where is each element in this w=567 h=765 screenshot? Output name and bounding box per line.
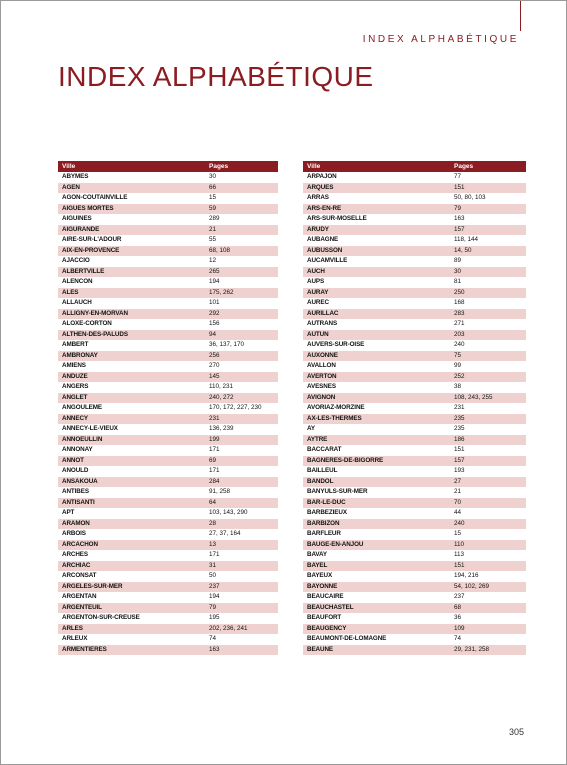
city-cell: BAYEUX bbox=[307, 572, 333, 579]
pages-cell: 170, 172, 227, 230 bbox=[209, 404, 262, 411]
table-row bbox=[303, 382, 526, 393]
pages-cell: 15 bbox=[454, 530, 462, 537]
table-row bbox=[303, 193, 526, 204]
table-row bbox=[58, 498, 278, 509]
city-cell: AUVERS-SUR-OISE bbox=[307, 341, 365, 348]
city-cell: AIGUINES bbox=[62, 215, 92, 222]
pages-cell: 21 bbox=[205, 225, 278, 236]
city-cell: ARRAS bbox=[307, 194, 329, 201]
city-cell: ARLES bbox=[58, 624, 205, 635]
table-row bbox=[303, 603, 526, 614]
pages-cell: 186 bbox=[450, 435, 526, 446]
city-cell: BANDOL bbox=[303, 477, 450, 488]
city-cell: ANNOT bbox=[58, 456, 205, 467]
table-row bbox=[303, 183, 526, 194]
pages-cell: 68 bbox=[450, 603, 526, 614]
table-row bbox=[58, 645, 278, 656]
table-row bbox=[303, 235, 526, 246]
table-row bbox=[58, 403, 278, 414]
city-cell: ABYMES bbox=[62, 173, 89, 180]
table-row bbox=[58, 372, 278, 383]
city-cell: AMBRONAY bbox=[58, 351, 205, 362]
city-cell: AIRE-SUR-L'ADOUR bbox=[62, 236, 122, 243]
pages-cell: 89 bbox=[454, 257, 462, 264]
city-cell: BANYULS-SUR-MER bbox=[307, 488, 368, 495]
table-row bbox=[58, 340, 278, 351]
city-cell: ARAMON bbox=[58, 519, 205, 530]
city-cell: ARPAJON bbox=[307, 173, 337, 180]
pages-cell: 50 bbox=[209, 572, 217, 579]
pages-cell: 50, 80, 103 bbox=[454, 194, 486, 201]
pages-cell: 64 bbox=[205, 498, 278, 509]
corner-rule bbox=[520, 1, 521, 31]
city-cell: ALLAUCH bbox=[62, 299, 92, 306]
pages-cell: 151 bbox=[450, 183, 526, 194]
city-cell: AYTRE bbox=[303, 435, 450, 446]
pages-cell: 171 bbox=[209, 446, 220, 453]
city-cell: AIGUES MORTES bbox=[58, 204, 205, 215]
pages-cell: 38 bbox=[454, 383, 462, 390]
city-cell: BAILLEUL bbox=[307, 467, 338, 474]
pages-cell: 199 bbox=[205, 435, 278, 446]
table-row bbox=[58, 319, 278, 330]
table-row bbox=[303, 319, 526, 330]
table-row bbox=[303, 477, 526, 488]
pages-cell: 113 bbox=[454, 551, 465, 558]
city-cell: ANNECY-LE-VIEUX bbox=[62, 425, 118, 432]
city-cell: AMIENS bbox=[62, 362, 86, 369]
pages-cell: 231 bbox=[205, 414, 278, 425]
pages-cell: 175, 262 bbox=[205, 288, 278, 299]
pages-cell: 118, 144 bbox=[454, 236, 479, 243]
pages-cell: 70 bbox=[450, 498, 526, 509]
city-cell: AUXONNE bbox=[303, 351, 450, 362]
pages-cell: 292 bbox=[205, 309, 278, 320]
pages-cell: 240 bbox=[450, 519, 526, 530]
pages-cell: 75 bbox=[450, 351, 526, 362]
city-cell: ARMENTIERES bbox=[58, 645, 205, 656]
pages-cell: 15 bbox=[209, 194, 217, 201]
table-row bbox=[58, 382, 278, 393]
table-row bbox=[303, 256, 526, 267]
table-row bbox=[303, 645, 526, 656]
table-row bbox=[58, 508, 278, 519]
table-row bbox=[58, 424, 278, 435]
pages-cell: 194 bbox=[209, 593, 220, 600]
table-row bbox=[58, 256, 278, 267]
pages-cell: 157 bbox=[450, 456, 526, 467]
table-row bbox=[58, 246, 278, 257]
city-cell: AUBUSSON bbox=[303, 246, 450, 257]
pages-cell: 151 bbox=[450, 561, 526, 572]
pages-cell: 74 bbox=[209, 635, 217, 642]
page-title: INDEX ALPHABÉTIQUE bbox=[58, 61, 374, 92]
city-cell: ANNONAY bbox=[62, 446, 93, 453]
city-cell: AY bbox=[307, 425, 315, 432]
city-cell: AUBAGNE bbox=[307, 236, 339, 243]
table-row bbox=[303, 550, 526, 561]
table-row bbox=[303, 214, 526, 225]
city-cell: ARGENTAN bbox=[62, 593, 97, 600]
table-row bbox=[303, 624, 526, 635]
pages-cell: 99 bbox=[454, 362, 462, 369]
table-row bbox=[303, 298, 526, 309]
pages-cell: 69 bbox=[205, 456, 278, 467]
pages-cell: 27 bbox=[450, 477, 526, 488]
pages-cell: 289 bbox=[209, 215, 220, 222]
table-row bbox=[58, 277, 278, 288]
pages-cell: 103, 143, 290 bbox=[209, 509, 248, 516]
city-cell: ALBERTVILLE bbox=[58, 267, 205, 278]
city-cell: BARFLEUR bbox=[307, 530, 341, 537]
table-row bbox=[303, 445, 526, 456]
table-row bbox=[303, 487, 526, 498]
table-row bbox=[303, 571, 526, 582]
city-cell: ANNOEULLIN bbox=[58, 435, 205, 446]
pages-cell: 231 bbox=[454, 404, 465, 411]
table-row bbox=[303, 361, 526, 372]
table-row bbox=[303, 351, 526, 362]
table-row bbox=[58, 414, 278, 425]
table-row bbox=[303, 403, 526, 414]
table-row bbox=[303, 498, 526, 509]
pages-cell: 109 bbox=[450, 624, 526, 635]
table-row bbox=[58, 435, 278, 446]
pages-cell: 79 bbox=[205, 603, 278, 614]
city-cell: BEAUFORT bbox=[307, 614, 342, 621]
pages-cell: 195 bbox=[209, 614, 220, 621]
table-row bbox=[303, 172, 526, 183]
city-cell: AGON-COUTAINVILLE bbox=[62, 194, 128, 201]
city-cell: ARQUES bbox=[303, 183, 450, 194]
table-row bbox=[303, 456, 526, 467]
city-cell: ALOXE-CORTON bbox=[62, 320, 112, 327]
city-cell: AVIGNON bbox=[303, 393, 450, 404]
pages-cell: 36 bbox=[454, 614, 462, 621]
pages-cell: 168 bbox=[454, 299, 465, 306]
pages-cell: 101 bbox=[209, 299, 220, 306]
pages-cell: 163 bbox=[205, 645, 278, 656]
pages-cell: 44 bbox=[454, 509, 462, 516]
city-cell: AVORIAZ-MORZINE bbox=[307, 404, 365, 411]
pages-cell: 12 bbox=[209, 257, 217, 264]
table-row bbox=[303, 414, 526, 425]
city-cell: ARUDY bbox=[303, 225, 450, 236]
city-cell: ANGLET bbox=[58, 393, 205, 404]
pages-cell: 194, 216 bbox=[454, 572, 479, 579]
table-row bbox=[58, 477, 278, 488]
city-cell: ANTISANTI bbox=[58, 498, 205, 509]
pages-cell: 145 bbox=[205, 372, 278, 383]
pages-cell: 108, 243, 255 bbox=[450, 393, 526, 404]
table-row bbox=[58, 183, 278, 194]
table-row bbox=[303, 277, 526, 288]
city-cell: ARS-EN-RE bbox=[303, 204, 450, 215]
city-cell: ARCHIAC bbox=[58, 561, 205, 572]
pages-cell: 240, 272 bbox=[205, 393, 278, 404]
table-row bbox=[303, 340, 526, 351]
city-cell: ARGENTON-SUR-CREUSE bbox=[62, 614, 140, 621]
city-cell: AUCAMVILLE bbox=[307, 257, 348, 264]
city-cell: BEAUMONT-DE-LOMAGNE bbox=[307, 635, 387, 642]
city-cell: ARGELES-SUR-MER bbox=[58, 582, 205, 593]
pages-cell: 237 bbox=[454, 593, 465, 600]
pages-cell: 29, 231, 258 bbox=[450, 645, 526, 656]
city-cell: BAR-LE-DUC bbox=[303, 498, 450, 509]
pages-cell: 13 bbox=[205, 540, 278, 551]
city-cell: ARGENTEUIL bbox=[58, 603, 205, 614]
table-row bbox=[58, 550, 278, 561]
table-row bbox=[58, 456, 278, 467]
table-row bbox=[58, 571, 278, 582]
pages-cell: 66 bbox=[205, 183, 278, 194]
pages-cell: 28 bbox=[205, 519, 278, 530]
table-row bbox=[303, 309, 526, 320]
city-cell: BEAUCAIRE bbox=[307, 593, 344, 600]
pages-cell: 156 bbox=[209, 320, 220, 327]
city-cell: AUTRANS bbox=[307, 320, 338, 327]
pages-cell: 157 bbox=[450, 225, 526, 236]
city-cell: ANGOULEME bbox=[62, 404, 103, 411]
city-cell: BEAUNE bbox=[303, 645, 450, 656]
table-row bbox=[58, 561, 278, 572]
table-row bbox=[58, 298, 278, 309]
table-row bbox=[58, 309, 278, 320]
pages-cell: 202, 236, 241 bbox=[205, 624, 278, 635]
city-cell: ARBOIS bbox=[62, 530, 86, 537]
table-row bbox=[58, 361, 278, 372]
table-row bbox=[58, 204, 278, 215]
table-header-row bbox=[303, 161, 526, 172]
table-row bbox=[58, 487, 278, 498]
table-row bbox=[58, 267, 278, 278]
city-cell: ANOULD bbox=[62, 467, 89, 474]
pages-cell: 59 bbox=[205, 204, 278, 215]
pages-cell: 240 bbox=[454, 341, 465, 348]
city-cell: BARBIZON bbox=[303, 519, 450, 530]
pages-cell: 265 bbox=[205, 267, 278, 278]
city-cell: AJACCIO bbox=[62, 257, 90, 264]
table-row bbox=[58, 288, 278, 299]
table-row bbox=[303, 582, 526, 593]
city-cell: ANGERS bbox=[62, 383, 89, 390]
pages-cell: 271 bbox=[454, 320, 465, 327]
table-row bbox=[303, 435, 526, 446]
table-row bbox=[303, 372, 526, 383]
pages-cell: 203 bbox=[450, 330, 526, 341]
index-table-right bbox=[303, 161, 526, 655]
table-row bbox=[303, 613, 526, 624]
pages-cell: 136, 239 bbox=[209, 425, 234, 432]
pages-cell: 54, 102, 269 bbox=[450, 582, 526, 593]
table-row bbox=[303, 508, 526, 519]
city-cell: AUCH bbox=[303, 267, 450, 278]
table-header-row bbox=[58, 161, 278, 172]
table-row bbox=[58, 592, 278, 603]
table-row bbox=[303, 267, 526, 278]
pages-cell: 250 bbox=[450, 288, 526, 299]
table-row bbox=[58, 235, 278, 246]
pages-cell: 284 bbox=[205, 477, 278, 488]
pages-cell: 283 bbox=[450, 309, 526, 320]
table-row bbox=[58, 613, 278, 624]
pages-cell: 55 bbox=[209, 236, 217, 243]
table-row bbox=[58, 529, 278, 540]
city-cell: AVERTON bbox=[303, 372, 450, 383]
table-row bbox=[303, 225, 526, 236]
table-row bbox=[303, 519, 526, 530]
table-row bbox=[303, 330, 526, 341]
table-row bbox=[303, 561, 526, 572]
pages-cell: 91, 258 bbox=[209, 488, 231, 495]
city-cell: ANDUZE bbox=[58, 372, 205, 383]
city-cell: ARLEUX bbox=[62, 635, 88, 642]
city-cell: ANTIBES bbox=[62, 488, 89, 495]
city-cell: ALLIGNY-EN-MORVAN bbox=[58, 309, 205, 320]
city-cell: ARCONSAT bbox=[62, 572, 97, 579]
city-cell: AUTUN bbox=[303, 330, 450, 341]
city-cell: AIX-EN-PROVENCE bbox=[58, 246, 205, 257]
pages-cell: 163 bbox=[454, 215, 465, 222]
table-row bbox=[58, 624, 278, 635]
city-cell: ARCACHON bbox=[58, 540, 205, 551]
city-cell: ALENCON bbox=[62, 278, 93, 285]
pages-cell: 256 bbox=[205, 351, 278, 362]
table-row bbox=[58, 214, 278, 225]
city-cell: AVESNES bbox=[307, 383, 336, 390]
pages-cell: 235 bbox=[454, 425, 465, 432]
pages-cell: 79 bbox=[450, 204, 526, 215]
pages-cell: 31 bbox=[205, 561, 278, 572]
pages-cell: 36, 137, 170 bbox=[209, 341, 245, 348]
city-cell: AGEN bbox=[58, 183, 205, 194]
city-cell: APT bbox=[62, 509, 75, 516]
page-number: 305 bbox=[508, 727, 524, 737]
table-row bbox=[58, 172, 278, 183]
city-cell: BEAUCHASTEL bbox=[303, 603, 450, 614]
city-cell: BARBEZIEUX bbox=[307, 509, 347, 516]
column-header-pages: Pages bbox=[205, 161, 278, 172]
table-row bbox=[58, 351, 278, 362]
table-row bbox=[303, 529, 526, 540]
city-cell: AUPS bbox=[307, 278, 325, 285]
city-cell: BAUGE-EN-ANJOU bbox=[303, 540, 450, 551]
city-cell: AURILLAC bbox=[303, 309, 450, 320]
table-row bbox=[58, 330, 278, 341]
table-row bbox=[303, 540, 526, 551]
pages-cell: 27, 37, 164 bbox=[209, 530, 241, 537]
table-row bbox=[303, 466, 526, 477]
city-cell: ARCHES bbox=[62, 551, 88, 558]
column-header-city: Ville bbox=[303, 161, 450, 172]
city-cell: BAYEL bbox=[303, 561, 450, 572]
table-row bbox=[58, 634, 278, 645]
city-cell: AX-LES-THERMES bbox=[303, 414, 450, 425]
city-cell: AVALLON bbox=[307, 362, 336, 369]
pages-cell: 110 bbox=[450, 540, 526, 551]
table-row bbox=[58, 193, 278, 204]
table-row bbox=[303, 288, 526, 299]
pages-cell: 77 bbox=[454, 173, 462, 180]
pages-cell: 81 bbox=[454, 278, 462, 285]
running-header: INDEX ALPHABÉTIQUE bbox=[362, 34, 519, 45]
table-row bbox=[303, 634, 526, 645]
city-cell: AURAY bbox=[303, 288, 450, 299]
pages-cell: 270 bbox=[209, 362, 220, 369]
pages-cell: 68, 108 bbox=[205, 246, 278, 257]
pages-cell: 30 bbox=[450, 267, 526, 278]
pages-cell: 193 bbox=[454, 467, 465, 474]
pages-cell: 94 bbox=[205, 330, 278, 341]
table-row bbox=[58, 540, 278, 551]
pages-cell: 194 bbox=[209, 278, 220, 285]
city-cell: ANNECY bbox=[58, 414, 205, 425]
index-table-left bbox=[58, 161, 278, 655]
pages-cell: 14, 50 bbox=[450, 246, 526, 257]
city-cell: ALES bbox=[58, 288, 205, 299]
pages-cell: 171 bbox=[209, 551, 220, 558]
column-header-pages: Pages bbox=[450, 161, 526, 172]
pages-cell: 21 bbox=[454, 488, 462, 495]
city-cell: AMBERT bbox=[62, 341, 89, 348]
pages-cell: 237 bbox=[205, 582, 278, 593]
city-cell: ANSAKOUA bbox=[58, 477, 205, 488]
table-row bbox=[58, 466, 278, 477]
pages-cell: 110, 231 bbox=[209, 383, 234, 390]
pages-cell: 30 bbox=[209, 173, 217, 180]
pages-cell: 171 bbox=[209, 467, 220, 474]
table-row bbox=[58, 225, 278, 236]
city-cell: BAVAY bbox=[307, 551, 328, 558]
table-row bbox=[303, 592, 526, 603]
table-row bbox=[303, 204, 526, 215]
table-row bbox=[58, 393, 278, 404]
pages-cell: 74 bbox=[454, 635, 462, 642]
table-row bbox=[58, 519, 278, 530]
table-row bbox=[303, 246, 526, 257]
column-header-city: Ville bbox=[58, 161, 205, 172]
table-row bbox=[303, 424, 526, 435]
city-cell: BAYONNE bbox=[303, 582, 450, 593]
city-cell: AIGURANDE bbox=[58, 225, 205, 236]
pages-cell: 252 bbox=[450, 372, 526, 383]
city-cell: BEAUGENCY bbox=[303, 624, 450, 635]
table-row bbox=[58, 582, 278, 593]
city-cell: BACCARAT bbox=[307, 446, 342, 453]
city-cell: ARS-SUR-MOSELLE bbox=[307, 215, 367, 222]
pages-cell: 235 bbox=[450, 414, 526, 425]
table-row bbox=[58, 603, 278, 614]
city-cell: BAGNERES-DE-BIGORRE bbox=[303, 456, 450, 467]
table-row bbox=[58, 445, 278, 456]
pages-cell: 151 bbox=[454, 446, 465, 453]
city-cell: ALTHEN-DES-PALUDS bbox=[58, 330, 205, 341]
table-row bbox=[303, 393, 526, 404]
city-cell: AUREC bbox=[307, 299, 329, 306]
